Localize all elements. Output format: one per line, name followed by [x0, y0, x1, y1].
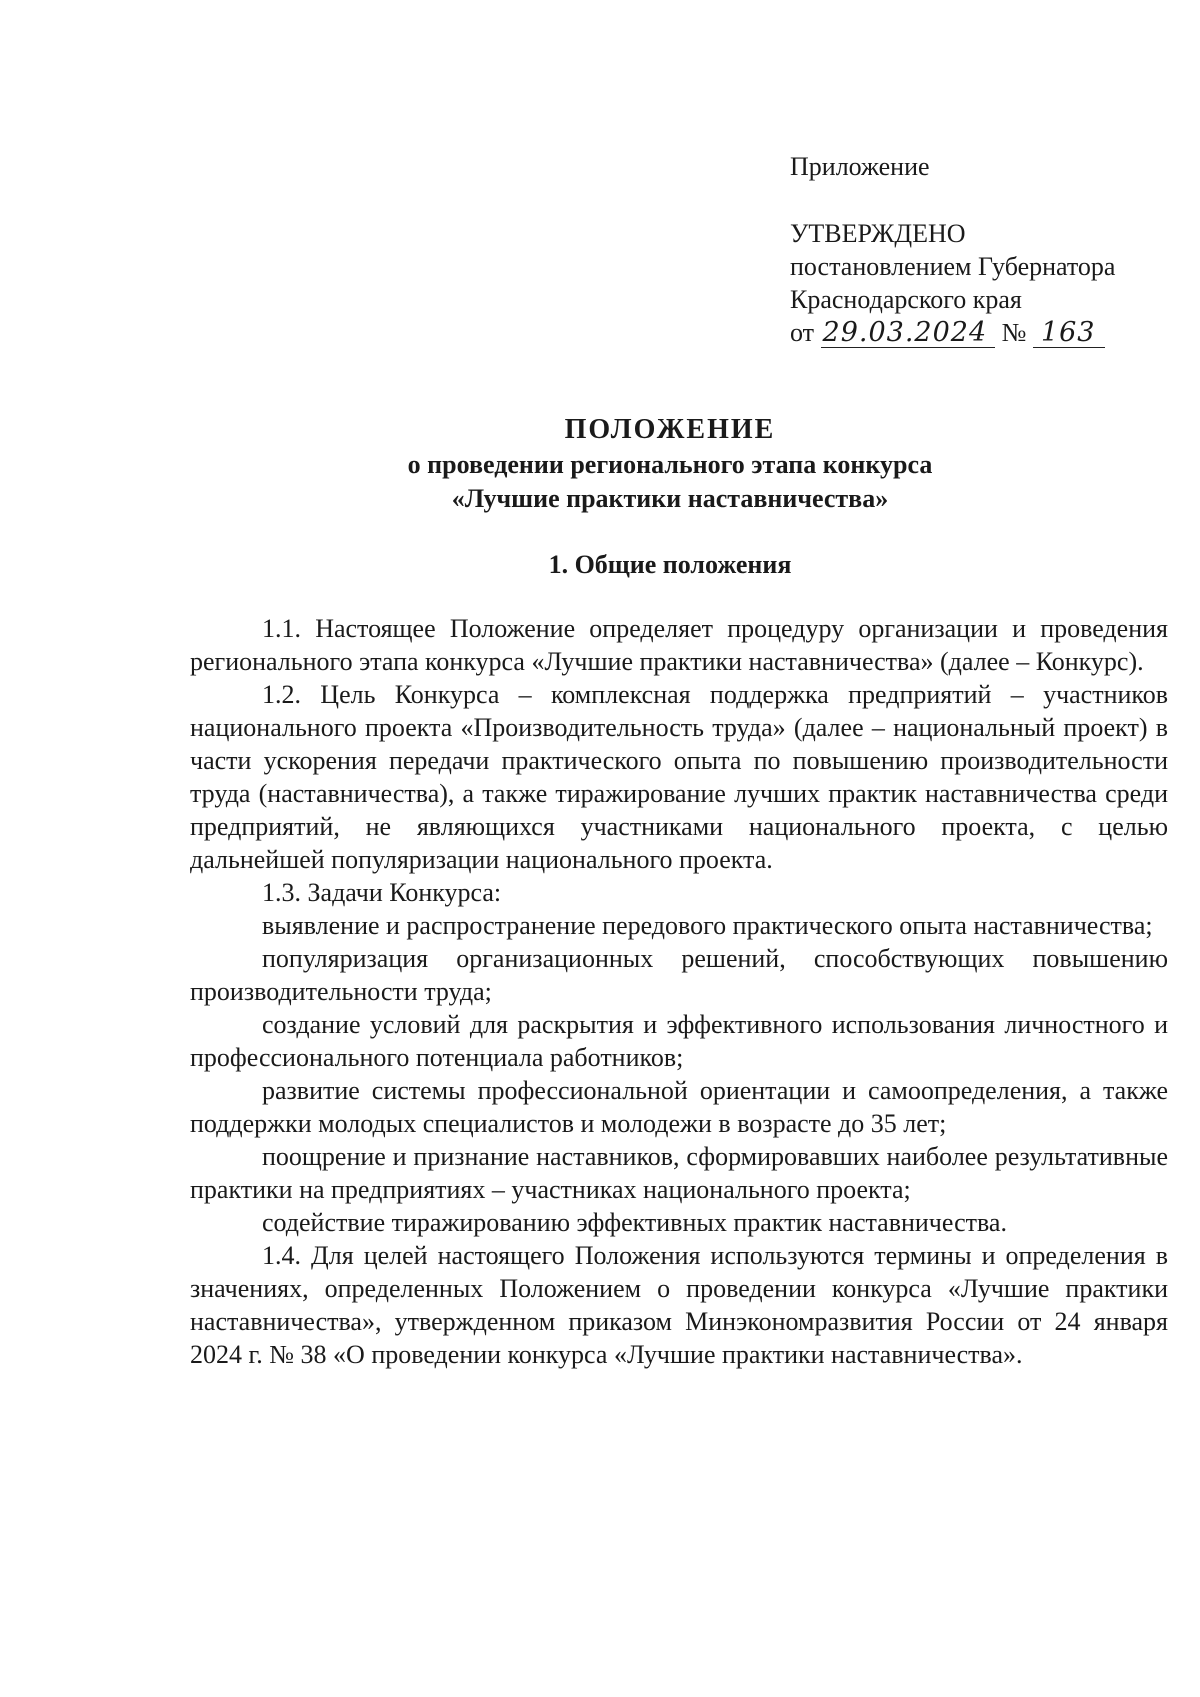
paragraph: 1.3. Задачи Конкурса:: [262, 878, 502, 907]
paragraph: выявление и распространение передового практического опыта наставничества;: [262, 911, 1153, 940]
approval-block: [790, 150, 1170, 349]
handwritten-number: 163: [1033, 319, 1106, 348]
paragraph: поощрение и признание наставников, сформировавших наиболее результативные практики на предприятиях – участниках национального проекта;: [190, 1142, 1168, 1204]
handwritten-date: 29.03.2024: [821, 319, 996, 348]
document-subtitle-line1: о проведении регионального этапа конкурса: [407, 450, 933, 479]
paragraph: 1.1. Настоящее Положение определяет процедуру организации и проведения регионального этапа конкурса «Лучшие практики наставничества» (далее – Конкурс).: [190, 614, 1168, 676]
paragraph: развитие системы профессиональной ориентации и самоопределения, а также поддержки молодых специалистов и молодежи в возрасте до 35 лет;: [190, 1076, 1168, 1138]
approval-authority-line: постановлением Губернатора: [790, 252, 1116, 281]
paragraph: популяризация организационных решений, способствующих повышению производительности труда;: [190, 944, 1168, 1006]
paragraph: 1.4. Для целей настоящего Положения используются термины и определения в значениях, определенных Положением о проведении конкурса «Лучшие практики наставничества», утвержденном приказом Минэкономразвития России от 24 января 2024 г. № 38 «О проведении конкурса «Лучшие практики наставничества».: [190, 1241, 1168, 1369]
date-prefix: от: [790, 318, 815, 347]
approved-label: УТВЕРЖДЕНО: [790, 219, 966, 248]
paragraph: создание условий для раскрытия и эффективного использования личностного и профессионального потенциала работников;: [190, 1010, 1168, 1072]
paragraph: содействие тиражированию эффективных практик наставничества.: [262, 1208, 1007, 1237]
approval-date-number-line: [790, 316, 1170, 349]
document-subtitle-line2: «Лучшие практики наставничества»: [451, 484, 889, 513]
section-heading: 1. Общие положения: [548, 550, 792, 579]
section-body: [190, 612, 1168, 1371]
document-title: ПОЛОЖЕНИЕ: [564, 414, 776, 445]
number-prefix: №: [1001, 318, 1027, 347]
paragraph: 1.2. Цель Конкурса – комплексная поддержка предприятий – участников национального проекта «Производительность труда» (далее – национальный проект) в части ускорения передачи практического опыта по повышению производительности труда (наставничества), а также тиражирование лучших практик наставничества среди предприятий, не являющихся участниками национального проекта, с целью дальнейшей популяризации национального проекта.: [190, 680, 1168, 874]
appendix-label: Приложение: [790, 152, 930, 181]
approval-region-line: Краснодарского края: [790, 285, 1022, 314]
document-title-block: [170, 412, 1170, 516]
